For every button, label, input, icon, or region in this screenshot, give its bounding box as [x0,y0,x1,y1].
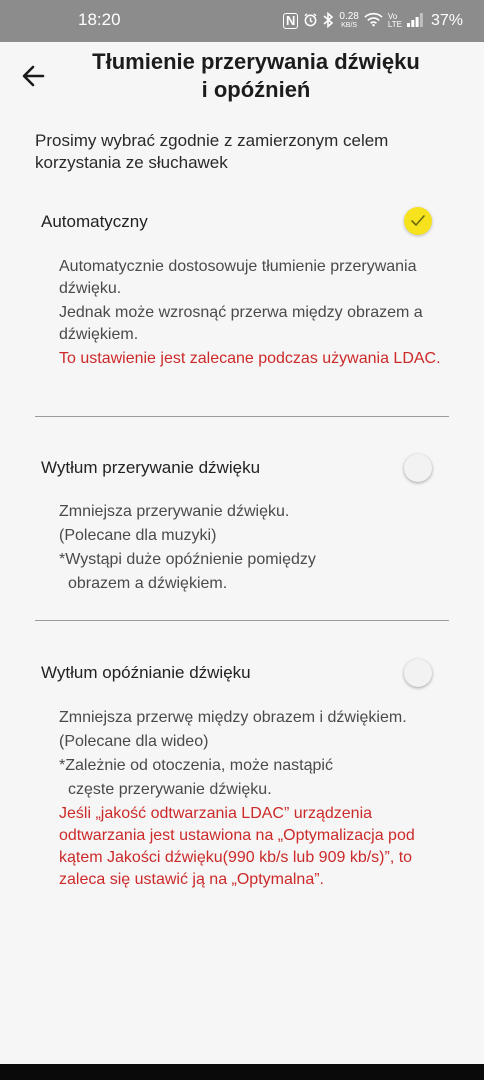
option-automatic-description [59,256,449,372]
back-arrow-icon [20,62,48,90]
ldac-warning: To ustawienie jest zalecane podczas używania LDAC. [59,350,441,367]
status-time: 18:20 [78,10,121,29]
network-speed-unit: KB/S [341,22,358,29]
option-reduce-latency-label: Wytłum opóźnianie dźwięku [41,663,251,682]
volte-top: Vo [387,12,398,21]
page-title-line2: i opóźnień [201,77,311,102]
option-reduce-interruption-description [59,501,449,597]
description-line: Automatycznie dostosowuje tłumienie przerywania dźwięku. [59,258,417,297]
description-line: Zmniejsza przerwę między obrazem i dźwiękiem. [59,709,407,726]
page-title-line1: Tłumienie przerywania dźwięku [92,49,420,74]
description-line: *Zależnie od otoczenia, może nastąpić [59,757,333,774]
nfc-icon: N [283,13,298,29]
option-reduce-latency-radio[interactable] [404,659,432,687]
signal-icon [407,13,423,30]
description-line: *Wystąpi duże opóźnienie pomiędzy [59,551,316,568]
description-line: (Polecane dla wideo) [59,733,209,750]
volte-icon [388,13,402,29]
network-speed [339,12,358,30]
page-title [70,48,442,104]
status-icons [283,10,463,32]
wifi-icon [364,12,383,30]
check-icon [410,214,426,228]
alarm-icon [303,12,318,30]
description-line: Zmniejsza przerywanie dźwięku. [59,503,290,520]
option-automatic-label: Automatyczny [41,212,148,231]
divider [35,620,449,621]
description-line: częste przerywanie dźwięku. [68,781,272,798]
network-speed-value: 0.28 [339,11,359,22]
intro-text: Prosimy wybrać zgodnie z zamierzonym celem korzystania ze słuchawek [35,131,389,172]
status-bar [0,0,484,42]
back-button[interactable] [20,62,48,90]
divider [35,416,449,417]
option-reduce-interruption-label: Wytłum przerywanie dźwięku [41,458,261,477]
option-reduce-interruption-radio[interactable] [404,454,432,482]
ldac-warning: Jeśli „jakość odtwarzania LDAC” urządzenia odtwarzania jest ustawiona na „Optymalizacja pod kątem Jakości dźwięku(990 kb/s lub 909 kb/s)”, to zaleca się ustawić ją na „Optymalna”. [59,805,415,888]
bluetooth-icon [323,12,334,31]
navigation-bar [0,1064,484,1080]
description-line: Jednak może wzrosnąć przerwa między obrazem a dźwiękiem. [59,304,423,343]
battery-percent: 37% [430,12,463,29]
description-line: obrazem a dźwiękiem. [68,575,228,592]
description-line: (Polecane dla muzyki) [59,527,217,544]
volte-bottom: LTE [387,20,402,29]
option-reduce-latency-description [59,707,449,893]
option-automatic-radio[interactable] [404,207,432,235]
